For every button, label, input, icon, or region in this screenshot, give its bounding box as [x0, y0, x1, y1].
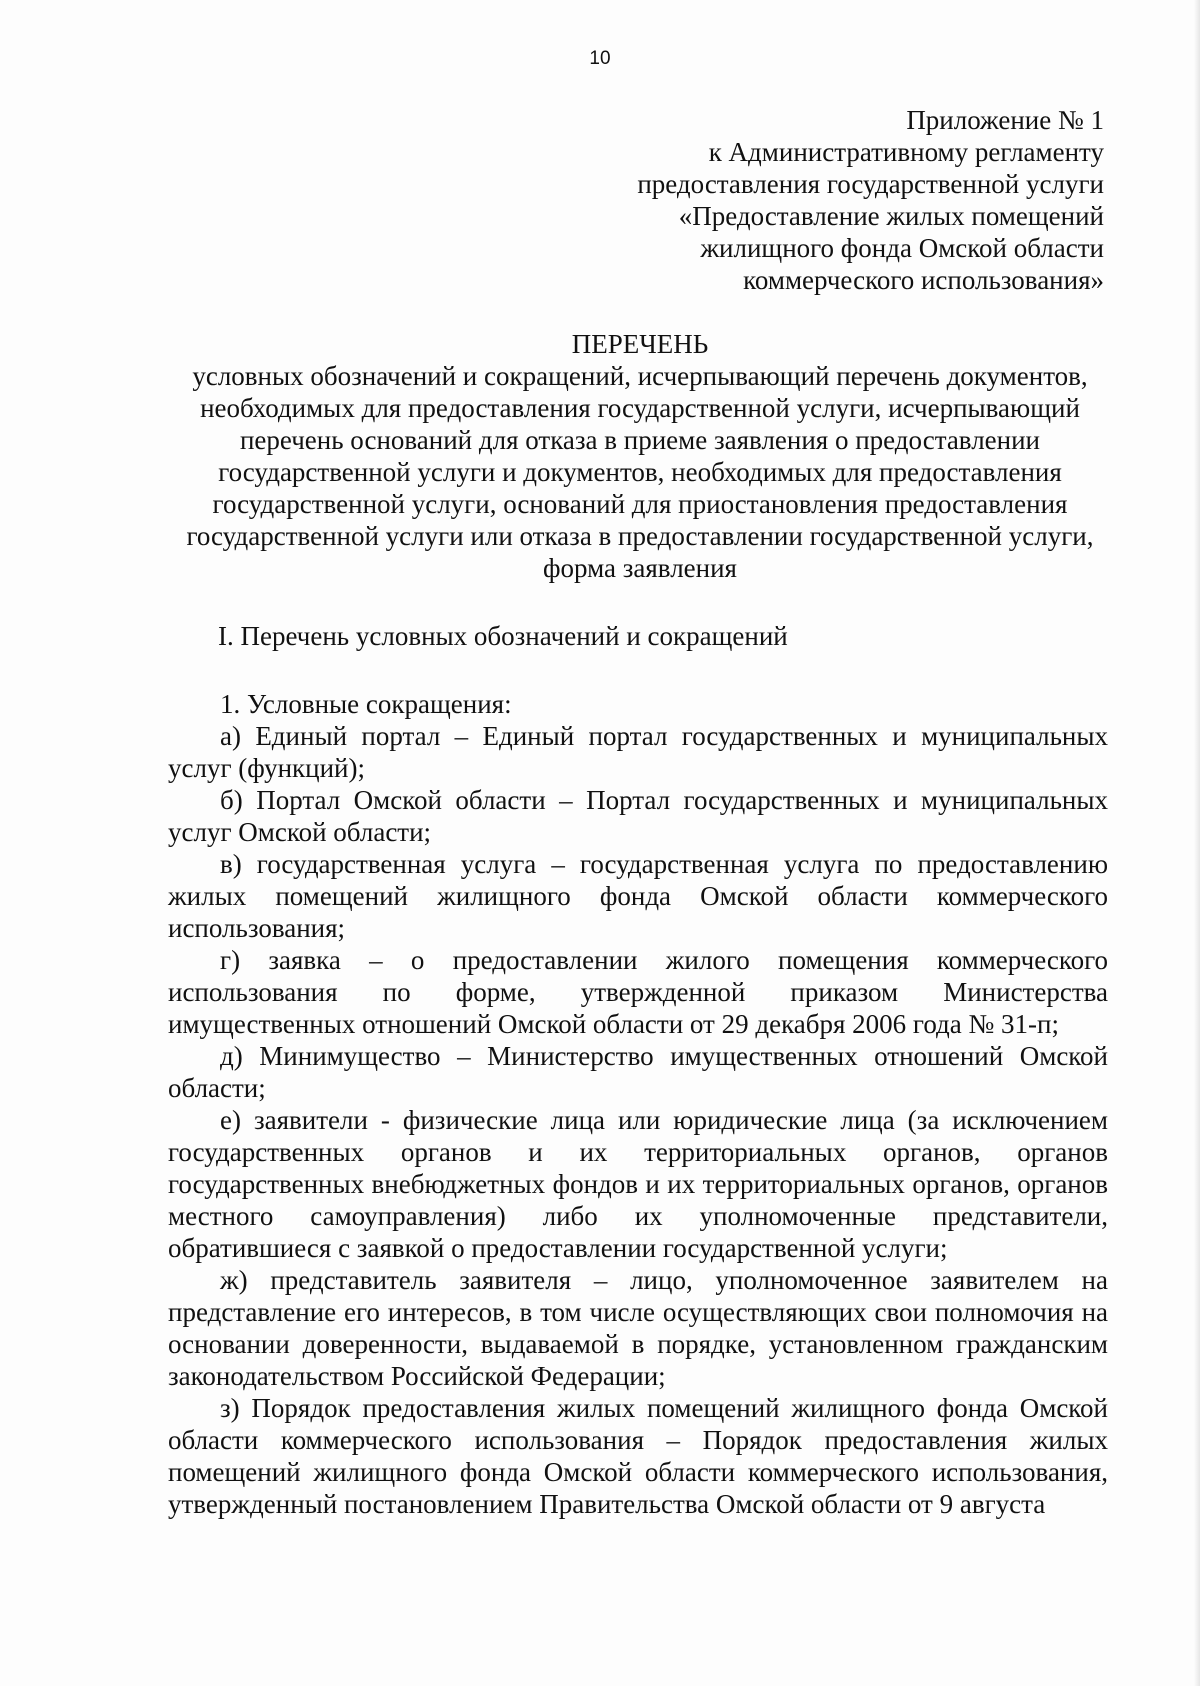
paragraph: ж) представитель заявителя – лицо, уполномоченное заявителем на представление его интересов, в том числе осуществляющих свои полномочия на основании доверенности, выдаваемой в порядке, установленном гражданским законодательством Российской Федерации;: [168, 1265, 1108, 1391]
document-body: [168, 688, 1108, 1520]
scan-edge-shadow: [1194, 0, 1200, 1686]
appendix-header: [637, 104, 1104, 296]
paragraph: г) заявка – о предоставлении жилого помещения коммерческого использования по форме, утвержденной приказом Министерства имущественных отношений Омской области от 29 декабря 2006 года № 31-п;: [168, 945, 1108, 1039]
appendix-line: к Административному регламенту: [708, 137, 1104, 167]
paragraph: а) Единый портал – Единый портал государственных и муниципальных услуг (функций);: [168, 721, 1108, 783]
appendix-line: коммерческого использования»: [743, 265, 1104, 295]
paragraph: в) государственная услуга – государственная услуга по предоставлению жилых помещений жилищного фонда Омской области коммерческого использования;: [168, 849, 1108, 943]
page-number: 10: [589, 48, 611, 69]
appendix-line: предоставления государственной услуги: [637, 169, 1104, 199]
appendix-line: Приложение № 1: [906, 105, 1104, 135]
section-heading: I. Перечень условных обозначений и сокращений: [218, 621, 788, 651]
paragraph: б) Портал Омской области – Портал государственных и муниципальных услуг Омской области;: [168, 785, 1108, 847]
title-heading: ПЕРЕЧЕНЬ: [571, 329, 709, 359]
paragraph: з) Порядок предоставления жилых помещений жилищного фонда Омской области коммерческого использования – Порядок предоставления жилых помещений жилищного фонда Омской области коммерческого использования, утвержденный постановлением Правительства Омской области от 9 августа: [168, 1393, 1108, 1519]
paragraph: е) заявители - физические лица или юридические лица (за исключением государственных органов и их территориальных органов, органов государственных внебюджетных фондов и их территориальных органов, органов местного самоуправления) либо их уполномоченные представители, обратившиеся с заявкой о предоставлении государственной услуги;: [168, 1105, 1108, 1263]
document-title: [170, 328, 1110, 584]
title-subtitle: условных обозначений и сокращений, исчерпывающий перечень документов, необходимых для предоставления государственной услуги, исчерпывающий перечень оснований для отказа в приеме заявления о предоставлении государственной услуги и документов, необходимых для предоставления государственной услуги, оснований для приостановления предоставления государственной услуги или отказа в предоставлении государственной услуги, форма заявления: [186, 361, 1094, 583]
appendix-line: «Предоставление жилых помещений: [678, 201, 1104, 231]
paragraph: д) Минимущество – Министерство имущественных отношений Омской области;: [168, 1041, 1108, 1103]
paragraph: 1. Условные сокращения:: [220, 689, 512, 719]
appendix-line: жилищного фонда Омской области: [700, 233, 1104, 263]
